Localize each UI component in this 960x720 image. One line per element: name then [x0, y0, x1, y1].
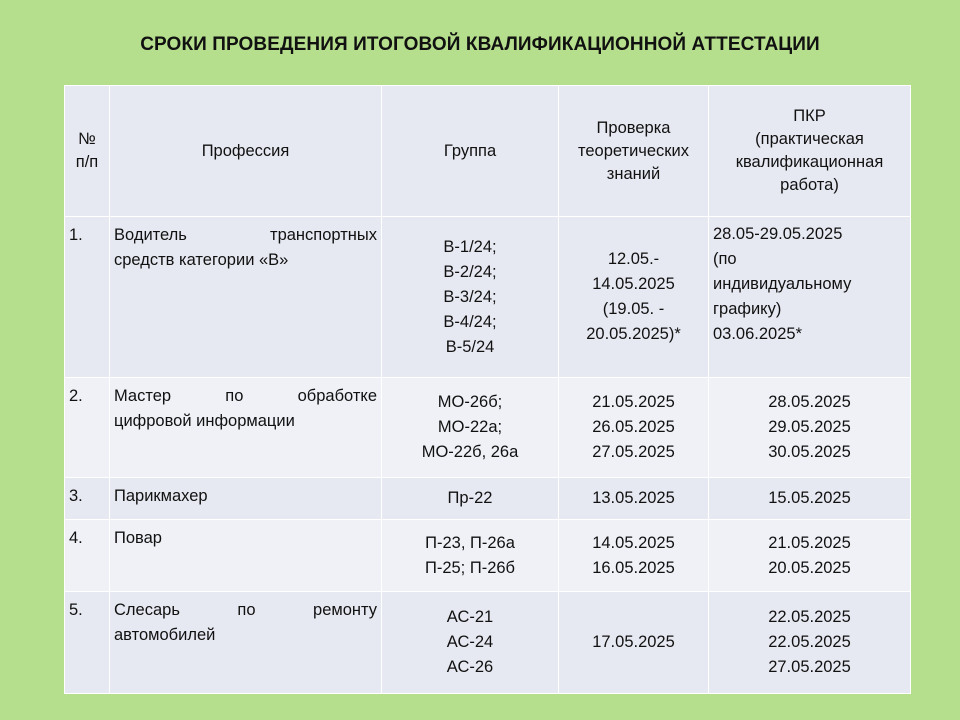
header-pkr: ПКР (практическая квалификационная работа)	[709, 86, 911, 217]
pkr-date-cell: 22.05.2025 22.05.2025 27.05.2025	[709, 592, 911, 694]
header-profession: Профессия	[110, 86, 382, 217]
row-number: 4.	[65, 520, 110, 592]
theory-date-cell: 21.05.2025 26.05.2025 27.05.2025	[559, 378, 709, 478]
theory-date-cell: 13.05.2025	[559, 478, 709, 520]
group-cell: АС-21 АС-24 АС-26	[382, 592, 559, 694]
profession-cell: Повар	[110, 520, 382, 592]
pkr-date-cell: 15.05.2025	[709, 478, 911, 520]
row-number: 1.	[65, 217, 110, 378]
header-group: Группа	[382, 86, 559, 217]
group-cell: П-23, П-26а П-25; П-26б	[382, 520, 559, 592]
row-number: 3.	[65, 478, 110, 520]
theory-date-cell: 12.05.- 14.05.2025 (19.05. - 20.05.2025)*	[559, 217, 709, 378]
header-num: № п/п	[65, 86, 110, 217]
row-number: 2.	[65, 378, 110, 478]
group-cell: МО-26б; МО-22а; МО-22б, 26а	[382, 378, 559, 478]
row-number: 5.	[65, 592, 110, 694]
table-row	[65, 217, 911, 378]
attestation-schedule-table	[64, 85, 911, 694]
profession-cell: Парикмахер	[110, 478, 382, 520]
pkr-date-cell: 21.05.2025 20.05.2025	[709, 520, 911, 592]
table-row	[65, 520, 911, 592]
table-header-row	[65, 86, 911, 217]
table-row	[65, 378, 911, 478]
pkr-date-cell: 28.05-29.05.2025 (по индивидуальному графику) 03.06.2025*	[709, 217, 911, 378]
theory-date-cell: 14.05.2025 16.05.2025	[559, 520, 709, 592]
page-title: СРОКИ ПРОВЕДЕНИЯ ИТОГОВОЙ КВАЛИФИКАЦИОННОЙ АТТЕСТАЦИИ	[140, 34, 820, 55]
table-row	[65, 592, 911, 694]
table-row	[65, 478, 911, 520]
group-cell: Пр-22	[382, 478, 559, 520]
profession-cell: Слесарь по ремонту автомобилей	[110, 592, 382, 694]
header-theory: Проверка теоретических знаний	[559, 86, 709, 217]
profession-cell: Водитель транспортных средств категории «В»	[110, 217, 382, 378]
group-cell: В-1/24; В-2/24; В-3/24; В-4/24; В-5/24	[382, 217, 559, 378]
theory-date-cell: 17.05.2025	[559, 592, 709, 694]
pkr-date-cell: 28.05.2025 29.05.2025 30.05.2025	[709, 378, 911, 478]
profession-cell: Мастер по обработке цифровой информации	[110, 378, 382, 478]
